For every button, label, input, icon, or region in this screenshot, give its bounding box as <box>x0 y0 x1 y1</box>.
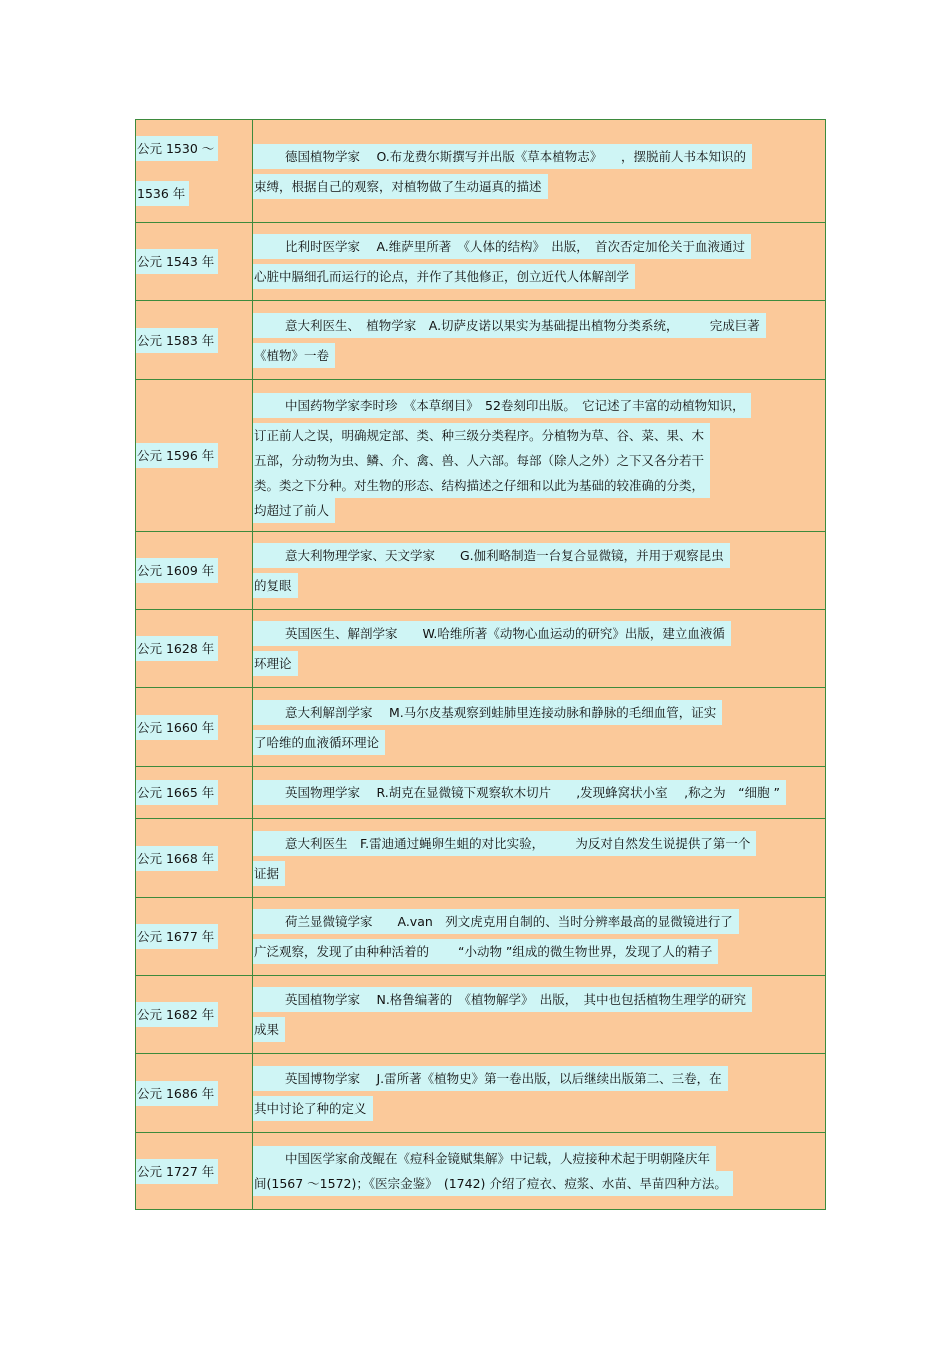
year-cell <box>136 223 253 301</box>
event-description-cell <box>253 688 826 767</box>
description-text: 类。类之下分种。对生物的形态、结构描述之仔细和以此为基础的较准确的分类， <box>253 473 710 498</box>
timeline-row <box>136 380 826 532</box>
description-text: 心脏中膈细孔而运行的论点，并作了其他修正，创立近代人体解剖学 <box>253 264 635 289</box>
timeline-row <box>136 301 826 380</box>
timeline-row <box>136 976 826 1054</box>
description-line <box>253 448 825 473</box>
event-description-cell <box>253 819 826 898</box>
description-line <box>253 831 825 856</box>
event-description-cell <box>253 898 826 976</box>
year-label: 公元 1727 年 <box>136 1159 218 1184</box>
year-cell <box>136 610 253 688</box>
event-description-cell <box>253 976 826 1054</box>
timeline-row <box>136 1054 826 1133</box>
timeline-row <box>136 610 826 688</box>
description-text: 意大利物理学家、天文学家 G.伽利略制造一台复合显微镜，并用于观察昆虫 <box>253 543 730 568</box>
description-text: 意大利解剖学家 M.马尔皮基观察到蛙肺里连接动脉和静脉的毛细血管，证实 <box>253 700 722 725</box>
description-text: 间(1567 ～1572)；《医宗金鉴》 (1742) 介绍了痘衣、痘浆、水苗、旱苗四种方法。 <box>253 1171 733 1196</box>
description-line <box>253 234 825 259</box>
timeline-row <box>136 223 826 301</box>
event-description-cell <box>253 223 826 301</box>
description-text: 的复眼 <box>253 573 298 598</box>
year-label: 公元 1686 年 <box>136 1081 218 1106</box>
description-line <box>253 313 825 338</box>
year-label: 公元 1668 年 <box>136 846 218 871</box>
description-line <box>253 174 825 199</box>
year-cell <box>136 380 253 532</box>
description-text: 英国医生、解剖学家 W.哈维所著《动物心血运动的研究》出版，建立血液循 <box>253 621 731 646</box>
timeline-row <box>136 532 826 610</box>
description-text: 证据 <box>253 861 285 886</box>
timeline-row <box>136 120 826 223</box>
year-cell <box>136 1054 253 1133</box>
description-text: 广泛观察，发现了由种种活着的 “小动物 ”组成的微生物世界，发现了人的精子 <box>253 939 718 964</box>
description-text: 英国植物学家 N.格鲁编著的 《植物解学》 出版， 其中也包括植物生理学的研究 <box>253 987 752 1012</box>
year-cell <box>136 819 253 898</box>
description-line <box>253 1096 825 1121</box>
description-line <box>253 144 825 169</box>
description-text: 比利时医学家 A.维萨里所著 《人体的结构》 出版， 首次否定加伦关于血液通过 <box>253 234 751 259</box>
event-description-cell <box>253 767 826 819</box>
description-line <box>253 1171 825 1196</box>
timeline-table <box>135 119 826 1210</box>
year-label: 公元 1682 年 <box>136 1002 218 1027</box>
description-text: 均超过了前人 <box>253 498 335 523</box>
description-line <box>253 1017 825 1042</box>
description-text: 其中讨论了种的定义 <box>253 1096 373 1121</box>
year-label: 公元 1583 年 <box>136 328 218 353</box>
description-text: 环理论 <box>253 651 298 676</box>
description-text: 了哈维的血液循环理论 <box>253 730 385 755</box>
year-cell <box>136 688 253 767</box>
year-label: 公元 1543 年 <box>136 249 218 274</box>
event-description-cell <box>253 380 826 532</box>
description-line <box>253 909 825 934</box>
year-cell <box>136 898 253 976</box>
description-line <box>253 861 825 886</box>
timeline-row <box>136 898 826 976</box>
event-description-cell <box>253 532 826 610</box>
timeline-body <box>136 120 826 1210</box>
description-line <box>253 498 825 523</box>
description-text: 中国药物学家李时珍 《本草纲目》 52卷刻印出版。 它记述了丰富的动植物知识， <box>253 393 751 418</box>
timeline-row <box>136 1133 826 1210</box>
description-line <box>253 987 825 1012</box>
event-description-cell <box>253 610 826 688</box>
description-line <box>253 1146 825 1171</box>
event-description-cell <box>253 120 826 223</box>
timeline-row <box>136 819 826 898</box>
description-text: 意大利医生、 植物学家 A.切萨皮诺以果实为基础提出植物分类系统， 完成巨著 <box>253 313 766 338</box>
description-line <box>253 939 825 964</box>
year-cell <box>136 532 253 610</box>
year-label: 公元 1660 年 <box>136 715 218 740</box>
year-cell <box>136 120 253 223</box>
year-label: 公元 1530 ～ <box>136 136 218 161</box>
year-cell <box>136 301 253 380</box>
description-line <box>253 573 825 598</box>
description-text: 荷兰显微镜学家 A.van 列文虎克用自制的、当时分辨率最高的显微镜进行了 <box>253 909 739 934</box>
description-line <box>253 730 825 755</box>
event-description-cell <box>253 1054 826 1133</box>
description-line <box>253 543 825 568</box>
description-text: 束缚，根据自己的观察，对植物做了生动逼真的描述 <box>253 174 548 199</box>
description-text: 中国医学家俞茂鲲在《痘科金镜赋集解》中记载，人痘接种术起于明朝隆庆年 <box>253 1146 716 1171</box>
description-text: 德国植物学家 O.布龙费尔斯撰写并出版《草本植物志》 ，摆脱前人书本知识的 <box>253 144 752 169</box>
event-description-cell <box>253 301 826 380</box>
description-line <box>253 393 825 418</box>
description-text: 英国博物学家 J.雷所著《植物史》第一卷出版，以后继续出版第二、三卷，在 <box>253 1066 728 1091</box>
year-label: 公元 1665 年 <box>136 780 218 805</box>
description-text: 意大利医生 F.雷迪通过蝇卵生蛆的对比实验， 为反对自然发生说提供了第一个 <box>253 831 756 856</box>
description-text: 成果 <box>253 1017 285 1042</box>
description-line <box>253 343 825 368</box>
description-text: 订正前人之误，明确规定部、类、种三级分类程序。分植物为草、谷、菜、果、木 <box>253 423 710 448</box>
timeline-row <box>136 688 826 767</box>
year-label: 公元 1609 年 <box>136 558 218 583</box>
year-label: 公元 1677 年 <box>136 924 218 949</box>
year-cell <box>136 767 253 819</box>
description-line <box>253 700 825 725</box>
description-line <box>253 621 825 646</box>
description-line <box>253 473 825 498</box>
description-line <box>253 423 825 448</box>
description-line <box>253 1066 825 1091</box>
year-label: 公元 1628 年 <box>136 636 218 661</box>
description-line <box>253 780 825 805</box>
timeline-row <box>136 767 826 819</box>
description-line <box>253 264 825 289</box>
description-text: 英国物理学家 R.胡克在显微镜下观察软木切片 ,发现蜂窝状小室 ,称之为 “细胞 ” <box>253 780 786 805</box>
year-label: 1536 年 <box>136 181 189 206</box>
year-cell <box>136 976 253 1054</box>
description-line <box>253 651 825 676</box>
year-cell <box>136 1133 253 1210</box>
year-label: 公元 1596 年 <box>136 443 218 468</box>
description-text: 《植物》一卷 <box>253 343 335 368</box>
event-description-cell <box>253 1133 826 1210</box>
description-text: 五部，分动物为虫、鳞、介、禽、兽、人六部。每部（除人之外）之下又各分若干 <box>253 448 710 473</box>
